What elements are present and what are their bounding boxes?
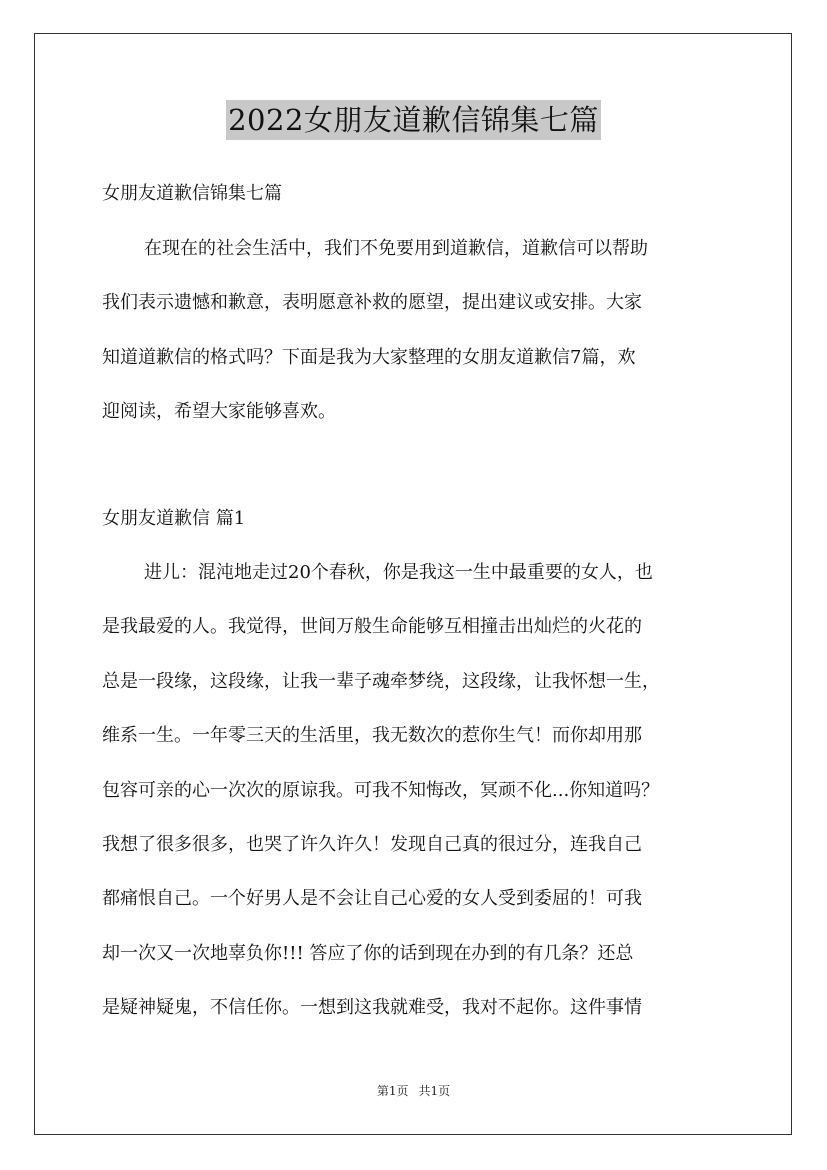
document-subtitle: 女朋友道歉信锦集七篇 (102, 183, 282, 204)
body-line: 我想了很多很多，也哭了许久许久！发现自己真的很过分，连我自己 (102, 833, 642, 855)
document-title: 2022女朋友道歉信锦集七篇 (226, 100, 601, 140)
body-line: 都痛恨自己。一个好男人是不会让自己心爱的女人受到委屈的！可我 (102, 888, 642, 910)
intro-line: 迎阅读，希望大家能够喜欢。 (102, 401, 336, 423)
body-line: 却一次又一次地辜负你!!! 答应了你的话到现在办到的有几条？还总 (102, 942, 634, 964)
intro-paragraph (102, 222, 738, 440)
body-line: 进儿：混沌地走过20个春秋，你是我这一生中最重要的女人，也 (144, 562, 653, 583)
section-heading: 女朋友道歉信 篇1 (102, 508, 246, 529)
page-total: 共1页 (418, 1084, 451, 1098)
body-line: 是疑神疑鬼，不信任你。一想到这我就难受，我对不起你。这件事情 (102, 997, 642, 1019)
body-line: 包容可亲的心一次次的原谅我。可我不知悔改，冥顽不化...你知道吗？ (102, 779, 660, 801)
page-number: 第1页 (376, 1084, 409, 1098)
body-line: 维系一生。一年零三天的生活里，我无数次的惹你生气！而你却用那 (102, 725, 642, 747)
intro-line: 我们表示遗憾和歉意，表明愿意补救的愿望，提出建议或安排。大家 (102, 292, 642, 314)
title-wrapper (0, 100, 827, 140)
intro-line: 知道道歉信的格式吗？下面是我为大家整理的女朋友道歉信7篇，欢 (102, 346, 636, 368)
intro-line: 在现在的社会生活中，我们不免要用到道歉信，道歉信可以帮助 (144, 238, 648, 259)
body-line: 总是一段缘，这段缘，让我一辈子魂牵梦绕，这段缘，让我怀想一生， (102, 670, 660, 692)
body-line: 是我最爱的人。我觉得，世间万般生命能够互相撞击出灿烂的火花的 (102, 616, 642, 638)
letter-body (102, 546, 738, 1036)
page-footer (0, 1083, 827, 1099)
